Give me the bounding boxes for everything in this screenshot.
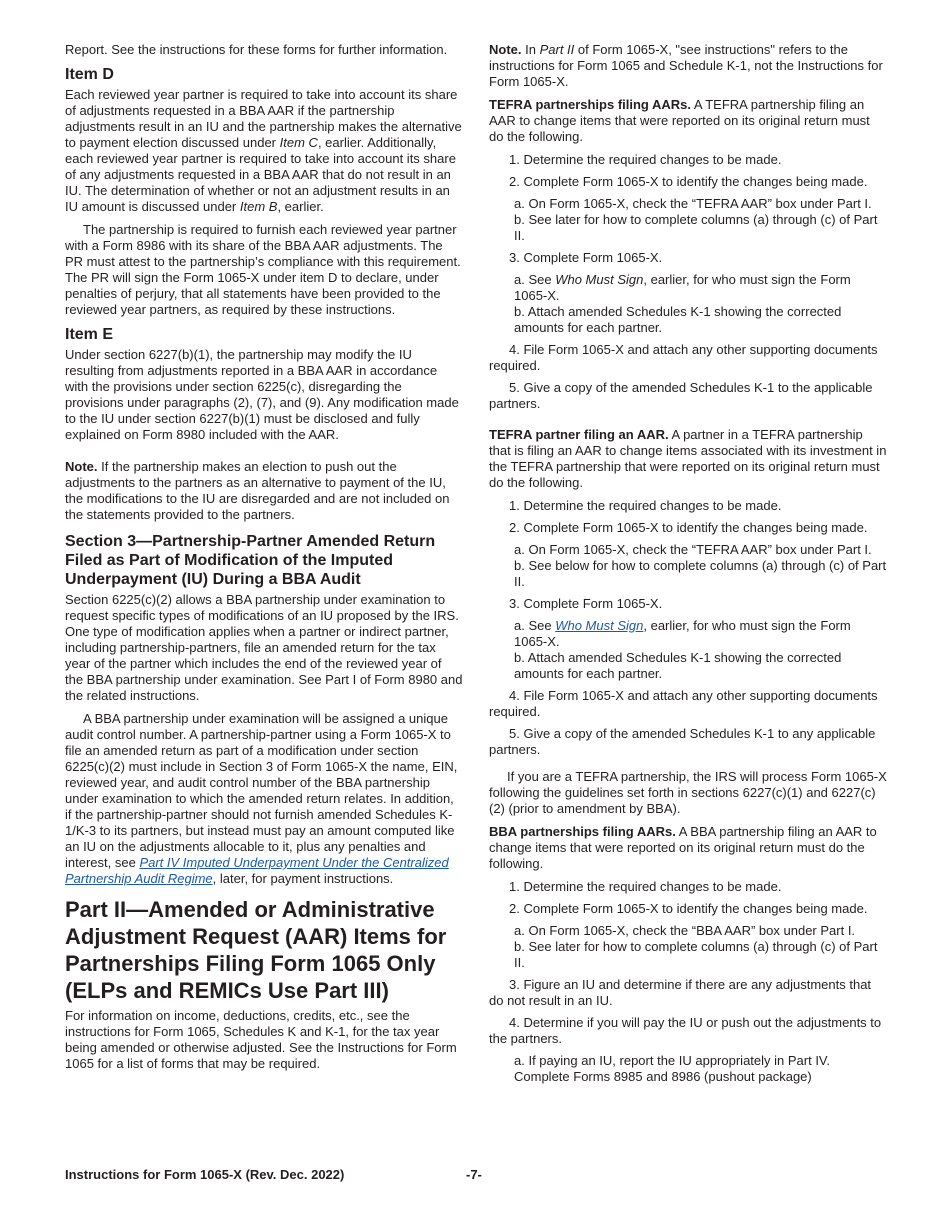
list-item: a. On Form 1065-X, check the “TEFRA AAR” box under Part I. xyxy=(514,542,872,557)
tefra-partner-intro: TEFRA partner filing an AAR. A partner in a TEFRA partnership that is filing an AAR to change items associated with its investment in the TEFRA partnership that were reported on its original return must do the following. xyxy=(489,427,887,490)
list-item: 3. Figure an IU and determine if there are any adjustments that do not result in an IU. xyxy=(489,977,872,1008)
list-item: 2. Complete Form 1065-X to identify the changes being made. xyxy=(509,174,868,189)
list-item: 5. Give a copy of the amended Schedules K-1 to any applicable partners. xyxy=(489,726,876,757)
tefra-closing-paragraph: If you are a TEFRA partnership, the IRS will process Form 1065-X following the guidelines set forth in sections 6227(c)(1) and 6227(c)(2) (prior to amendment by BBA). xyxy=(489,769,887,816)
sub-list xyxy=(489,272,887,336)
who-must-sign-link[interactable]: Who Must Sign xyxy=(555,618,644,633)
bba-section xyxy=(489,824,887,1085)
list-item: a. On Form 1065-X, check the “TEFRA AAR” box under Part I. xyxy=(514,196,872,211)
section-3-heading: Section 3—Partnership-Partner Amended Return Filed as Part of Modification of the Imputed Underpayment (IU) During a BBA Audit xyxy=(65,533,436,588)
part-ii-paragraph: For information on income, deductions, credits, etc., see the instructions for Form 1065, Schedules K and K-1, for the tax year being amended or otherwise adjusted. See the Instructions for Form 1065 for a list of forms that may be required. xyxy=(65,1008,457,1071)
left-column xyxy=(65,42,463,1079)
sub-list xyxy=(489,618,887,682)
list-item: 2. Complete Form 1065-X to identify the changes being made. xyxy=(509,901,868,916)
sub-list xyxy=(489,196,887,244)
list-item: a. See Who Must Sign, earlier, for who must sign the Form 1065-X. xyxy=(514,272,851,303)
list-item: 3. Complete Form 1065-X. xyxy=(509,596,663,611)
list-item: 2. Complete Form 1065-X to identify the changes being made. xyxy=(509,520,868,535)
item-e-heading: Item E xyxy=(65,326,114,343)
list-item: 5. Give a copy of the amended Schedules K-1 to the applicable partners. xyxy=(489,380,873,411)
list-item: 1. Determine the required changes to be made. xyxy=(509,879,782,894)
list-item: 4. Determine if you will pay the IU or push out the adjustments to the partners. xyxy=(489,1015,882,1046)
sub-list xyxy=(489,923,887,971)
page-number: -7- xyxy=(466,1167,482,1182)
tefra-partnerships-intro: TEFRA partnerships filing AARs. A TEFRA partnership filing an AAR to change items that were reported on its original return must do the following. xyxy=(489,97,870,144)
page-footer xyxy=(65,1167,887,1187)
footer-title: Instructions for Form 1065-X (Rev. Dec. 2022) xyxy=(65,1167,345,1182)
list-item: a. On Form 1065-X, check the “BBA AAR” box under Part I. xyxy=(514,923,856,938)
list-item: 3. Complete Form 1065-X. xyxy=(509,250,663,265)
list-item: 4. File Form 1065-X and attach any other supporting documents required. xyxy=(489,342,878,373)
list-item: b. Attach amended Schedules K-1 showing the corrected amounts for each partner. xyxy=(514,304,842,335)
item-e-paragraph: Under section 6227(b)(1), the partnership may modify the IU resulting from adjustments reported in a BBA AAR in accordance with the provisions under section 6225(c), disregarding the provisions under paragraphs (2), (7), and (9). Any modification made to the IU under section 6227(b)(1) must be disclosed and fully explained on Form 8980 included with the AAR. xyxy=(65,347,459,442)
list-item: 1. Determine the required changes to be made. xyxy=(509,152,782,167)
section-3-paragraph-1: Section 6225(c)(2) allows a BBA partnership under examination to request specific types of modifications of an IU proposed by the IRS. One type of modification applies when a partner or indirect partner, including partnership-partners, file an amended return for the tax year of the partner which includes the end of the reviewed year of the BBA partnership under examination. See Part I of Form 8980 and the related instructions. xyxy=(65,592,463,703)
right-column xyxy=(489,42,887,1091)
item-d-heading: Item D xyxy=(65,66,114,83)
section-3-paragraph-2: A BBA partnership under examination will be assigned a unique audit control number. A partnership-partner using a Form 1065-X to file an amended return as part of a modification under section 6225(c)(2) must include in Section 3 of Form 1065-X the name, EIN, reviewed year, and audit control number of the BBA partnership under examination to which the amended return relates. In addition, if the partnership-partner should not furnish amended Schedules K-1/K-3 to its partners, but instead must pay an amount computed like an IU on the adjustments allocable to it, plus any penalties and interest, see Part IV Imputed Underpayment Under the Centralized Partnership Audit Regime, later, for payment instructions. xyxy=(65,711,458,886)
intro-paragraph: Report. See the instructions for these forms for further information. xyxy=(65,42,448,57)
sub-list xyxy=(489,1053,887,1085)
list-item: b. See later for how to complete columns (a) through (c) of Part II. xyxy=(514,939,878,970)
sub-list xyxy=(489,542,887,590)
list-item: a. If paying an IU, report the IU appropriately in Part IV. Complete Forms 8985 and 8986 (pushout package) xyxy=(514,1053,831,1084)
list-item: 1. Determine the required changes to be made. xyxy=(509,498,782,513)
item-e-note: Note. If the partnership makes an election to push out the adjustments to the partners as an alternative to payment of the IU, the modifications to the IU are disregarded and are not included on the statements provided to the partners. xyxy=(65,459,450,522)
part-iv-link[interactable]: Part IV Imputed Underpayment Under the Centralized Partnership Audit Regime xyxy=(65,855,449,886)
tefra-partnerships-section xyxy=(489,97,887,412)
list-item: b. See later for how to complete columns (a) through (c) of Part II. xyxy=(514,212,878,243)
list-item: 4. File Form 1065-X and attach any other supporting documents required. xyxy=(489,688,878,719)
list-item: b. Attach amended Schedules K-1 showing the corrected amounts for each partner. xyxy=(514,650,842,681)
part-ii-heading: Part II—Amended or Administrative Adjustment Request (AAR) Items for Partnerships Filing Form 1065 Only (ELPs and REMICs Use Part III) xyxy=(65,897,447,1003)
bba-intro: BBA partnerships filing AARs. A BBA partnership filing an AAR to change items that were reported on its original return must do the following. xyxy=(489,824,877,871)
part-ii-note: Note. In Part II of Form 1065-X, "see instructions" refers to the instructions for Form 1065 and Schedule K-1, not the Instructions for Form 1065-X. xyxy=(489,42,883,89)
list-item: a. See Who Must Sign, earlier, for who must sign the Form 1065-X. xyxy=(514,618,851,649)
item-d-paragraph-2: The partnership is required to furnish each reviewed year partner with a Form 8986 with its share of the BBA AAR adjustments. The PR must attest to the partnership’s compliance with this requirement. The PR will sign the Form 1065-X under item D to declare, under penalties of perjury, that all statements have been provided to the reviewed year partners, as required by these instructions. xyxy=(65,222,461,317)
tefra-partner-section xyxy=(489,427,887,817)
item-d-paragraph-1: Each reviewed year partner is required to take into account its share of adjustments requested in a BBA AAR if the partnership adjustments result in an IU and the partnership makes the alternative to payment election discussed under Item C, earlier. Additionally, each reviewed year partner is required to take into account its share of any adjustments requested in a BBA AAR that do not result in an IU. The determination of whether or not an adjustment results in an IU amount is discussed under Item B, earlier. xyxy=(65,87,462,214)
list-item: b. See below for how to complete columns (a) through (c) of Part II. xyxy=(514,558,887,589)
